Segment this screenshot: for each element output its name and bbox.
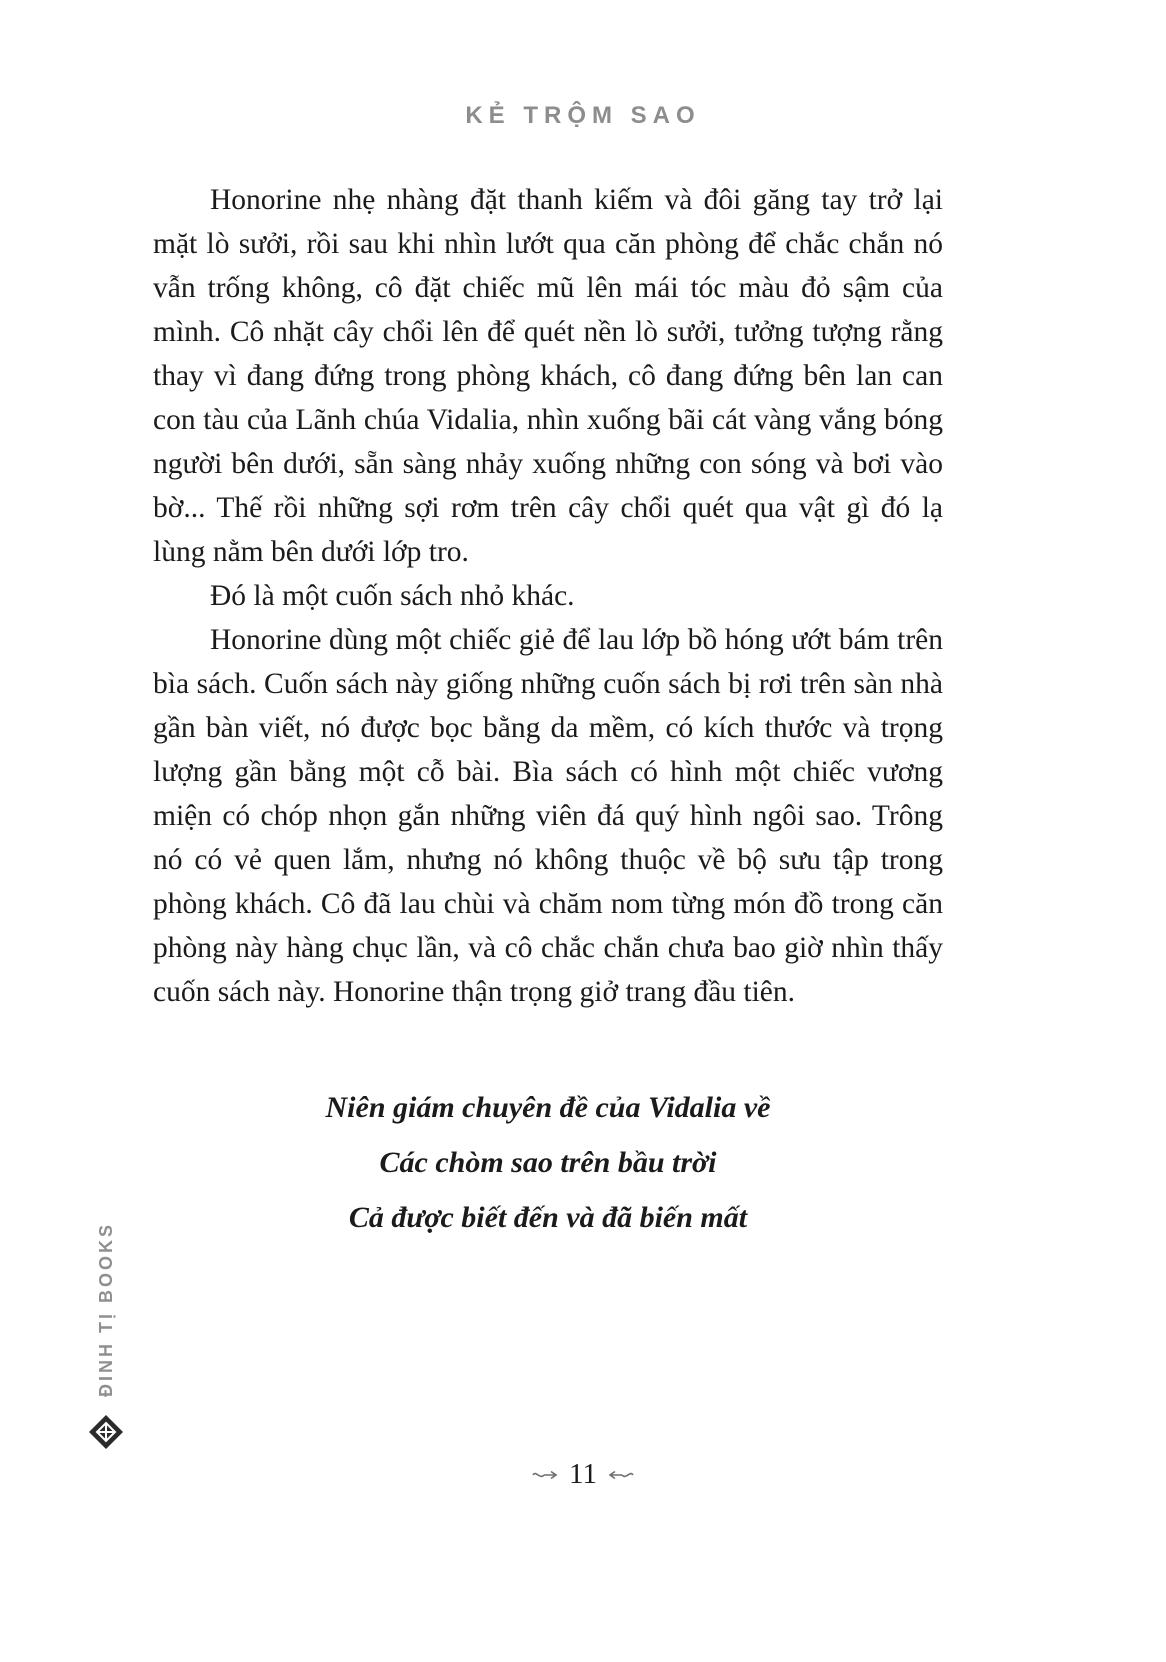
paragraph-1: Honorine nhẹ nhàng đặt thanh kiếm và đôi găng tay trở lại mặt lò sưởi, rồi sau khi nhìn lướt qua căn phòng để chắc chắn nó vẫn trống không, cô đặt chiếc mũ lên mái tóc màu đỏ sậm của mình. Cô nhặt cây chổi lên để quét nền lò sưởi, tưởng tượng rằng thay vì đang đứng trong phòng khách, cô đang đứng bên lan can con tàu của Lãnh chúa Vidalia, nhìn xuống bãi cát vàng vắng bóng người bên dưới, sẵn sàng nhảy xuống những con sóng và bơi vào bờ... Thế rồi những sợi rơm trên cây chổi quét qua vật gì đó lạ lùng nằm bên dưới lớp tro. xyxy=(153,184,943,568)
publisher-sidebar xyxy=(82,1222,130,1453)
verse-line-1: Niên giám chuyên đề của Vidalia về xyxy=(325,1091,771,1124)
fleuron-left-icon xyxy=(531,1468,559,1482)
body-text xyxy=(153,178,943,1245)
fleuron-right-icon xyxy=(607,1468,635,1482)
verse-block xyxy=(153,1080,943,1245)
verse-line-3: Cả được biết đến và đã biến mất xyxy=(348,1201,748,1234)
paragraph-2: Đó là một cuốn sách nhỏ khác. xyxy=(210,580,575,612)
verse-line-2: Các chòm sao trên bầu trời xyxy=(379,1146,717,1179)
publisher-logo-icon xyxy=(85,1411,127,1453)
running-header: KẺ TRỘM SAO xyxy=(465,102,701,129)
page-footer xyxy=(0,1458,1166,1491)
publisher-name: ĐINH TỊ BOOKS xyxy=(95,1222,116,1398)
page-number: 11 xyxy=(569,1458,597,1490)
paragraph-3: Honorine dùng một chiếc giẻ để lau lớp bồ hóng ướt bám trên bìa sách. Cuốn sách này giống những cuốn sách bị rơi trên sàn nhà gần bàn viết, nó được bọc bằng da mềm, có kích thước và trọng lượng gần bằng một cỗ bài. Bìa sách có hình một chiếc vương miện có chóp nhọn gắn những viên đá quý hình ngôi sao. Trông nó có vẻ quen lắm, nhưng nó không thuộc về bộ sưu tập trong phòng khách. Cô đã lau chùi và chăm nom từng món đồ trong căn phòng này hàng chục lần, và cô chắc chắn chưa bao giờ nhìn thấy cuốn sách này. Honorine thận trọng giở trang đầu tiên. xyxy=(153,624,943,1008)
